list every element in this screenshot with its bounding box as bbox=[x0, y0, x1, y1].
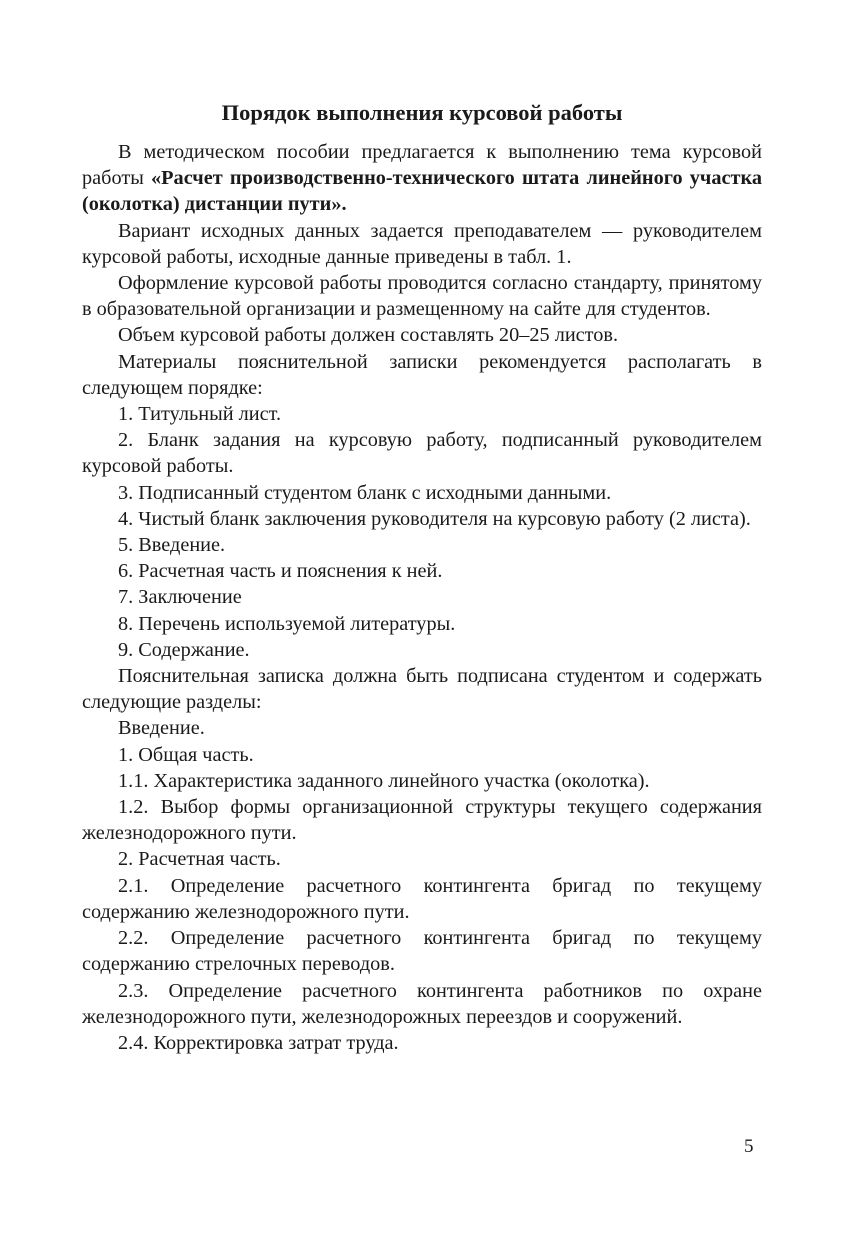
page-number: 5 bbox=[744, 1136, 754, 1157]
list-item: 8. Перечень используемой литературы. bbox=[118, 612, 456, 635]
paragraph-volume: Объем курсовой работы должен составлять 20–25 листов. bbox=[118, 324, 619, 347]
paragraph-formatting: Оформление курсовой работы проводится согласно стандарту, принятому в образовательной организации и размещенному на сайте для студентов. bbox=[82, 272, 762, 321]
course-topic: «Расчет производственно-технического штата линейного участка (околотка) дистанции пути». bbox=[82, 167, 762, 216]
intro-paragraph bbox=[82, 139, 762, 218]
list-item: 1. Титульный лист. bbox=[118, 403, 282, 426]
section-item: 2. Расчетная часть. bbox=[118, 848, 281, 871]
list-item: 9. Содержание. bbox=[118, 638, 250, 661]
paragraph-sections-intro: Пояснительная записка должна быть подписана студентом и содержать следующие разделы: bbox=[82, 665, 762, 714]
intro-text: В методическом пособии предлагается к выполнению тема курсовой работы bbox=[82, 141, 762, 190]
section-item: 2.1. Определение расчетного контингента бригад по текущему содержанию железнодорожного пути. bbox=[82, 874, 762, 923]
list-item: 3. Подписанный студентом бланк с исходными данными. bbox=[118, 481, 612, 504]
section-item: 1. Общая часть. bbox=[118, 743, 254, 766]
paragraph-order-intro: Материалы пояснительной записки рекомендуется располагать в следующем порядке: bbox=[82, 350, 762, 399]
section-item: 2.4. Корректировка затрат труда. bbox=[118, 1031, 399, 1054]
section-item: 2.2. Определение расчетного контингента бригад по текущему содержанию стрелочных переводов. bbox=[82, 927, 762, 976]
list-item: 4. Чистый бланк заключения руководителя на курсовую работу (2 листа). bbox=[118, 507, 751, 530]
section-item: 2.3. Определение расчетного контингента работников по охране железнодорожного пути, железнодорожных переездов и сооружений. bbox=[82, 979, 762, 1028]
section-item: 1.1. Характеристика заданного линейного участка (околотка). bbox=[118, 769, 650, 792]
document-page bbox=[82, 98, 762, 1056]
list-item: 2. Бланк задания на курсовую работу, подписанный руководителем курсовой работы. bbox=[82, 429, 762, 478]
list-item: 6. Расчетная часть и пояснения к ней. bbox=[118, 560, 443, 583]
page-title: Порядок выполнения курсовой работы bbox=[221, 100, 623, 125]
list-item: 7. Заключение bbox=[118, 586, 242, 609]
section-item: 1.2. Выбор формы организационной структуры текущего содержания железнодорожного пути. bbox=[82, 796, 762, 845]
list-item: 5. Введение. bbox=[118, 534, 226, 557]
section-item: Введение. bbox=[118, 717, 205, 740]
paragraph-variant: Вариант исходных данных задается преподавателем — руководителем курсовой работы, исходные данные приведены в табл. 1. bbox=[82, 219, 762, 268]
